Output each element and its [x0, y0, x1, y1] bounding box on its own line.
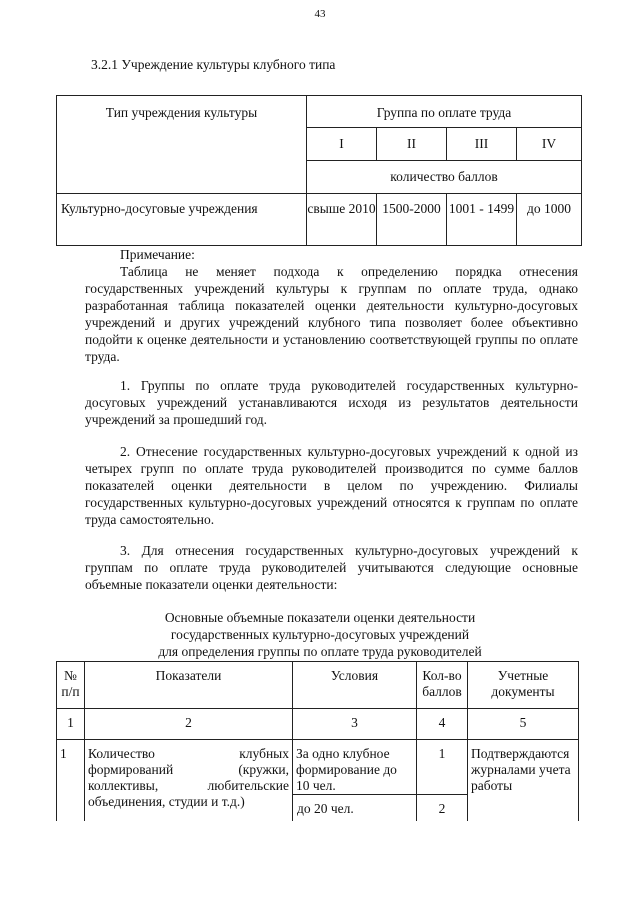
col-number: 1: [57, 709, 85, 740]
header-points: Кол-во баллов: [417, 662, 468, 709]
row-number: 1: [57, 740, 85, 822]
col-group-header: Группа по оплате труда: [307, 96, 582, 128]
indicators-table: [56, 661, 579, 821]
col-number: 3: [293, 709, 417, 740]
page-number: 43: [314, 8, 326, 20]
group-points-value: 1001 - 1499: [447, 194, 517, 246]
documents-text: Подтверждаются журналами учета работы: [468, 740, 579, 822]
col-number: 5: [468, 709, 579, 740]
header-num: № п/п: [57, 662, 85, 709]
caption-line: для определения группы по оплате труда руководителей: [158, 644, 482, 659]
col-number: 4: [417, 709, 468, 740]
paragraph: 2. Отнесение государственных культурно-досуговых учреждений к одной из четырех групп по оплате труда руководителей производится по сумме баллов показателей оценки деятельности в целом по учреждению. Филиалы государственных культурно-досуговых учреждений относятся к группам по оплате труда самостоятельно.: [85, 444, 578, 527]
institution-type: Культурно-досуговые учреждения: [57, 194, 307, 246]
condition-text: За одно клубное формирование до 10 чел.: [293, 740, 417, 795]
indicator-text: Количество клубных формирований (кружки, коллективы, любительские объединения, студии и т.д.): [85, 740, 293, 822]
group-points-value: 1500-2000: [377, 194, 447, 246]
col-type-header: Тип учреждения культуры: [57, 96, 307, 194]
header-conditions: Условия: [293, 662, 417, 709]
paragraph: 3. Для отнесения государственных культурно-досуговых учреждений к группам по оплате труда руководителей учитываются следующие основные объемные показатели оценки деятельности:: [85, 543, 578, 592]
caption-line: Основные объемные показатели оценки деятельности: [164, 610, 476, 625]
table-caption: [0, 609, 640, 660]
paragraph: 1. Группы по оплате труда руководителей государственных культурно-досуговых учреждений устанавливаются исходя из результатов деятельности учреждений за прошедший год.: [85, 378, 578, 427]
points-value: 1: [417, 740, 468, 795]
group-points-value: до 1000: [517, 194, 582, 246]
caption-line: государственных культурно-досуговых учреждений: [170, 627, 470, 642]
points-header: количество баллов: [307, 161, 582, 194]
note-label: Примечание:: [120, 247, 195, 262]
section-heading: 3.2.1 Учреждение культуры клубного типа: [91, 57, 336, 72]
points-value: 2: [417, 795, 468, 822]
note-body: Таблица не меняет подхода к определению порядка отнесения государственных учреждений культуры к группам по оплате труда, однако разработанная таблица показателей оценки деятельности культурно-досуговых учреждений и других учреждений клубного типа позволяет более объективно подойти к оценке деятельности и установлению соответствующей группы по оплате труда.: [85, 264, 578, 364]
condition-text: до 20 чел.: [293, 795, 417, 822]
group-number: I: [307, 128, 377, 161]
group-number: II: [377, 128, 447, 161]
col-number: 2: [85, 709, 293, 740]
group-table: [56, 95, 582, 246]
group-number: IV: [517, 128, 582, 161]
group-number: III: [447, 128, 517, 161]
header-indicator: Показатели: [85, 662, 293, 709]
group-points-value: свыше 2010: [307, 194, 377, 246]
header-documents: Учетные документы: [468, 662, 579, 709]
